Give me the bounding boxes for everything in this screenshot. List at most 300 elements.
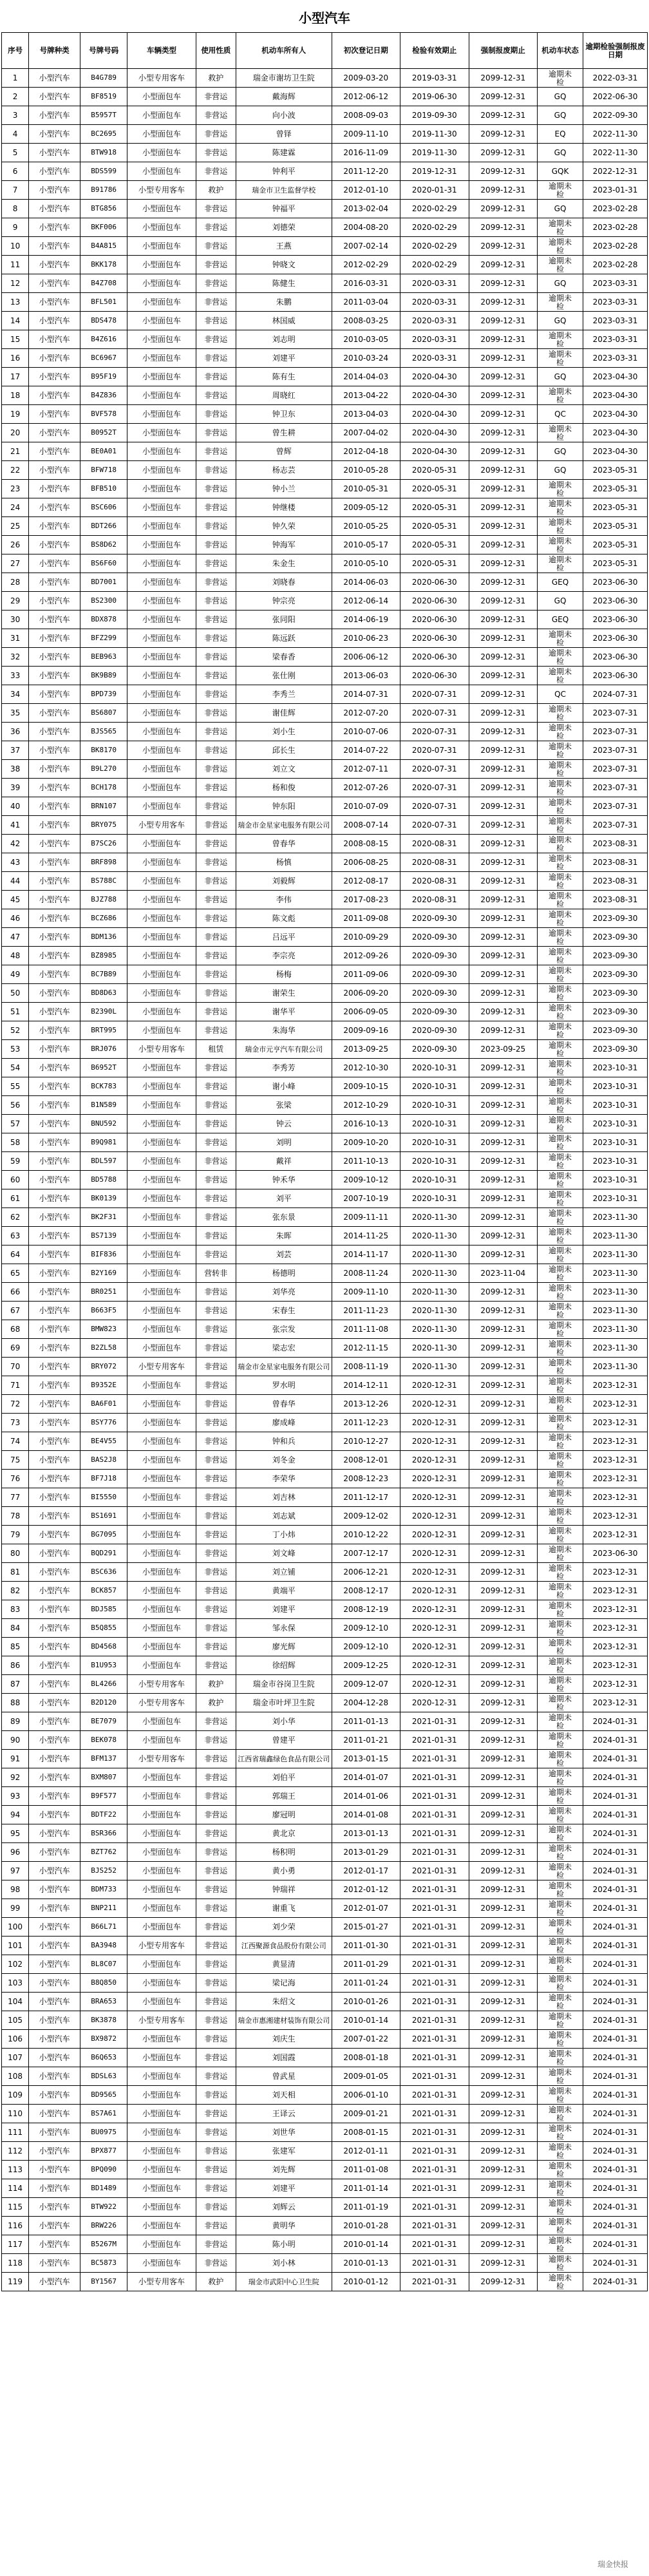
cell-scrap-deadline: 2099-12-31 — [469, 1227, 538, 1245]
cell-status: 逾期未 检 — [538, 909, 583, 928]
cell-overdue-scrap-date: 2023-05-31 — [583, 536, 648, 554]
cell-inspection-expiry: 2020-12-31 — [400, 1638, 469, 1656]
cell-vehicle-type: 小型面包车 — [127, 1993, 196, 2011]
cell-index: 54 — [2, 1059, 29, 1077]
cell-plate-number: BC6967 — [80, 349, 127, 368]
cell-index: 27 — [2, 554, 29, 573]
cell-overdue-scrap-date: 2023-03-31 — [583, 349, 648, 368]
cell-owner: 邱长生 — [236, 741, 332, 760]
cell-index: 6 — [2, 162, 29, 181]
cell-owner: 刘明 — [236, 1133, 332, 1152]
table-row — [2, 106, 648, 125]
cell-owner: 李荣华 — [236, 1470, 332, 1488]
cell-vehicle-type: 小型面包车 — [127, 2067, 196, 2086]
cell-owner: 梁记海 — [236, 1974, 332, 1993]
cell-register-date: 2016-11-09 — [332, 144, 400, 162]
cell-scrap-deadline: 2099-12-31 — [469, 1302, 538, 1320]
cell-plate-type: 小型汽车 — [29, 2217, 80, 2235]
cell-scrap-deadline: 2099-12-31 — [469, 1619, 538, 1638]
cell-index: 47 — [2, 928, 29, 947]
cell-plate-type: 小型汽车 — [29, 368, 80, 386]
cell-owner: 郭瑞王 — [236, 1787, 332, 1806]
cell-register-date: 2010-07-06 — [332, 723, 400, 741]
cell-status: 逾期未 检 — [538, 2273, 583, 2291]
cell-owner: 钟小兰 — [236, 480, 332, 498]
cell-register-date: 2011-01-13 — [332, 1712, 400, 1731]
cell-scrap-deadline: 2099-12-31 — [469, 2105, 538, 2123]
cell-overdue-scrap-date: 2023-07-31 — [583, 760, 648, 779]
cell-index: 115 — [2, 2198, 29, 2217]
cell-index: 3 — [2, 106, 29, 125]
cell-index: 30 — [2, 611, 29, 629]
cell-index: 8 — [2, 200, 29, 218]
cell-scrap-deadline: 2099-12-31 — [469, 1021, 538, 1040]
cell-plate-type: 小型汽车 — [29, 1694, 80, 1712]
cell-owner: 刘立文 — [236, 760, 332, 779]
cell-plate-number: B6Q653 — [80, 2049, 127, 2067]
cell-vehicle-type: 小型面包车 — [127, 162, 196, 181]
cell-plate-type: 小型汽车 — [29, 1171, 80, 1189]
cell-scrap-deadline: 2099-12-31 — [469, 144, 538, 162]
cell-index: 88 — [2, 1694, 29, 1712]
cell-plate-number: BFL501 — [80, 293, 127, 312]
cell-status: 逾期未 检 — [538, 1339, 583, 1358]
cell-index: 10 — [2, 237, 29, 256]
cell-plate-number: BFW718 — [80, 461, 127, 480]
cell-index: 77 — [2, 1488, 29, 1507]
table-row — [2, 1619, 648, 1638]
cell-index: 24 — [2, 498, 29, 517]
cell-plate-type: 小型汽车 — [29, 498, 80, 517]
cell-plate-number: BKK178 — [80, 256, 127, 274]
cell-index: 78 — [2, 1507, 29, 1526]
header-scrap-deadline: 强制报废期止 — [469, 33, 538, 69]
cell-plate-type: 小型汽车 — [29, 424, 80, 442]
cell-usage: 非营运 — [196, 1712, 236, 1731]
cell-index: 45 — [2, 891, 29, 909]
cell-vehicle-type: 小型面包车 — [127, 2217, 196, 2235]
cell-index: 41 — [2, 816, 29, 835]
cell-register-date: 2017-08-23 — [332, 891, 400, 909]
header-index: 序号 — [2, 33, 29, 69]
cell-plate-type: 小型汽车 — [29, 125, 80, 144]
cell-index: 44 — [2, 872, 29, 891]
cell-plate-number: BC2695 — [80, 125, 127, 144]
cell-index: 18 — [2, 386, 29, 405]
cell-inspection-expiry: 2019-09-30 — [400, 106, 469, 125]
cell-scrap-deadline: 2099-12-31 — [469, 1544, 538, 1563]
cell-register-date: 2009-11-11 — [332, 1208, 400, 1227]
cell-index: 26 — [2, 536, 29, 554]
cell-register-date: 2004-08-20 — [332, 218, 400, 237]
cell-overdue-scrap-date: 2023-12-31 — [583, 1432, 648, 1451]
cell-plate-type: 小型汽车 — [29, 592, 80, 611]
cell-index: 91 — [2, 1750, 29, 1768]
cell-vehicle-type: 小型面包车 — [127, 1600, 196, 1619]
cell-scrap-deadline: 2099-12-31 — [469, 1096, 538, 1115]
cell-usage: 非营运 — [196, 1974, 236, 1993]
cell-inspection-expiry: 2021-01-31 — [400, 1712, 469, 1731]
cell-usage: 非营运 — [196, 1731, 236, 1750]
cell-scrap-deadline: 2099-12-31 — [469, 1245, 538, 1264]
cell-index: 49 — [2, 965, 29, 984]
cell-plate-number: BEK078 — [80, 1731, 127, 1750]
cell-overdue-scrap-date: 2023-09-30 — [583, 947, 648, 965]
cell-status: 逾期未 检 — [538, 237, 583, 256]
cell-scrap-deadline: 2099-12-31 — [469, 2067, 538, 2086]
cell-usage: 非营运 — [196, 872, 236, 891]
cell-plate-type: 小型汽车 — [29, 685, 80, 704]
cell-plate-number: BK2F31 — [80, 1208, 127, 1227]
cell-usage: 非营运 — [196, 1937, 236, 1955]
cell-status: 逾期未 检 — [538, 498, 583, 517]
cell-overdue-scrap-date: 2022-12-31 — [583, 162, 648, 181]
cell-status: 逾期未 检 — [538, 1376, 583, 1395]
cell-scrap-deadline: 2099-12-31 — [469, 1059, 538, 1077]
table-row — [2, 218, 648, 237]
cell-overdue-scrap-date: 2023-04-30 — [583, 405, 648, 424]
cell-usage: 非营运 — [196, 1003, 236, 1021]
cell-register-date: 2007-02-14 — [332, 237, 400, 256]
cell-plate-number: BE0A01 — [80, 442, 127, 461]
cell-status: GQ — [538, 200, 583, 218]
cell-plate-number: BQD291 — [80, 1544, 127, 1563]
cell-inspection-expiry: 2021-01-31 — [400, 1768, 469, 1787]
cell-index: 15 — [2, 330, 29, 349]
cell-index: 7 — [2, 181, 29, 200]
cell-owner: 廖光辉 — [236, 1638, 332, 1656]
cell-plate-type: 小型汽车 — [29, 162, 80, 181]
cell-overdue-scrap-date: 2022-11-30 — [583, 125, 648, 144]
cell-inspection-expiry: 2021-01-31 — [400, 2161, 469, 2179]
cell-vehicle-type: 小型面包车 — [127, 760, 196, 779]
cell-inspection-expiry: 2021-01-31 — [400, 2030, 469, 2049]
cell-overdue-scrap-date: 2024-01-31 — [583, 2217, 648, 2235]
table-row — [2, 685, 648, 704]
cell-plate-number: BRA653 — [80, 1993, 127, 2011]
table-row — [2, 1264, 648, 1283]
cell-plate-type: 小型汽车 — [29, 1750, 80, 1768]
cell-register-date: 2010-05-17 — [332, 536, 400, 554]
cell-usage: 非营运 — [196, 1227, 236, 1245]
cell-vehicle-type: 小型面包车 — [127, 965, 196, 984]
cell-usage: 非营运 — [196, 1750, 236, 1768]
cell-plate-number: BMW823 — [80, 1320, 127, 1339]
cell-vehicle-type: 小型面包车 — [127, 2161, 196, 2179]
cell-inspection-expiry: 2021-01-31 — [400, 1993, 469, 2011]
cell-overdue-scrap-date: 2024-01-31 — [583, 1768, 648, 1787]
cell-owner: 王燕 — [236, 237, 332, 256]
cell-plate-number: BDM136 — [80, 928, 127, 947]
cell-plate-number: BK0139 — [80, 1189, 127, 1208]
table-row — [2, 2235, 648, 2254]
cell-plate-type: 小型汽车 — [29, 1470, 80, 1488]
cell-index: 59 — [2, 1152, 29, 1171]
cell-owner: 张建军 — [236, 2142, 332, 2161]
cell-usage: 非营运 — [196, 106, 236, 125]
cell-scrap-deadline: 2099-12-31 — [469, 685, 538, 704]
cell-register-date: 2012-06-14 — [332, 592, 400, 611]
cell-status: 逾期未 检 — [538, 797, 583, 816]
cell-status: 逾期未 检 — [538, 667, 583, 685]
cell-overdue-scrap-date: 2024-01-31 — [583, 2067, 648, 2086]
cell-owner: 杨和俊 — [236, 779, 332, 797]
cell-status: 逾期未 检 — [538, 386, 583, 405]
cell-plate-type: 小型汽车 — [29, 779, 80, 797]
cell-vehicle-type: 小型面包车 — [127, 685, 196, 704]
cell-index: 110 — [2, 2105, 29, 2123]
cell-owner: 朱海华 — [236, 1021, 332, 1040]
cell-vehicle-type: 小型专用客车 — [127, 1694, 196, 1712]
cell-vehicle-type: 小型面包车 — [127, 1395, 196, 1414]
table-row — [2, 1526, 648, 1544]
cell-owner: 瑞金市金星家电服务有限公司 — [236, 816, 332, 835]
cell-usage: 非营运 — [196, 1638, 236, 1656]
cell-index: 34 — [2, 685, 29, 704]
cell-register-date: 2014-06-03 — [332, 573, 400, 592]
table-row — [2, 181, 648, 200]
cell-owner: 杨慎 — [236, 853, 332, 872]
cell-scrap-deadline: 2099-12-31 — [469, 1339, 538, 1358]
cell-index: 57 — [2, 1115, 29, 1133]
table-row — [2, 1003, 648, 1021]
cell-owner: 廖成峰 — [236, 1414, 332, 1432]
cell-register-date: 2008-08-15 — [332, 835, 400, 853]
table-row — [2, 853, 648, 872]
cell-inspection-expiry: 2020-07-31 — [400, 779, 469, 797]
cell-plate-number: B9352E — [80, 1376, 127, 1395]
cell-index: 102 — [2, 1955, 29, 1974]
cell-owner: 曾铎 — [236, 125, 332, 144]
cell-plate-number: BJZ788 — [80, 891, 127, 909]
table-row — [2, 984, 648, 1003]
cell-status: 逾期未 检 — [538, 1694, 583, 1712]
cell-overdue-scrap-date: 2023-12-31 — [583, 1656, 648, 1675]
cell-register-date: 2006-09-20 — [332, 984, 400, 1003]
cell-plate-type: 小型汽车 — [29, 2011, 80, 2030]
cell-vehicle-type: 小型面包车 — [127, 1189, 196, 1208]
cell-owner: 杨积明 — [236, 1843, 332, 1862]
cell-overdue-scrap-date: 2023-12-31 — [583, 1582, 648, 1600]
cell-plate-number: BRJ076 — [80, 1040, 127, 1059]
cell-index: 60 — [2, 1171, 29, 1189]
cell-scrap-deadline: 2099-12-31 — [469, 1414, 538, 1432]
cell-overdue-scrap-date: 2023-04-30 — [583, 442, 648, 461]
cell-inspection-expiry: 2020-06-30 — [400, 573, 469, 592]
cell-index: 82 — [2, 1582, 29, 1600]
cell-plate-type: 小型汽车 — [29, 1806, 80, 1824]
header-row — [2, 33, 648, 69]
cell-plate-type: 小型汽车 — [29, 1563, 80, 1582]
cell-plate-number: BSC606 — [80, 498, 127, 517]
cell-overdue-scrap-date: 2023-12-31 — [583, 1638, 648, 1656]
cell-usage: 非营运 — [196, 797, 236, 816]
table-row — [2, 1470, 648, 1488]
cell-plate-number: BTW918 — [80, 144, 127, 162]
cell-scrap-deadline: 2099-12-31 — [469, 1937, 538, 1955]
cell-owner: 朱绍文 — [236, 1993, 332, 2011]
cell-plate-number: BDL597 — [80, 1152, 127, 1171]
cell-overdue-scrap-date: 2024-01-31 — [583, 1731, 648, 1750]
cell-owner: 邹永保 — [236, 1619, 332, 1638]
cell-owner: 张同阳 — [236, 611, 332, 629]
cell-owner: 梁志宏 — [236, 1339, 332, 1358]
cell-index: 51 — [2, 1003, 29, 1021]
cell-register-date: 2008-11-24 — [332, 1264, 400, 1283]
table-row — [2, 1152, 648, 1171]
cell-owner: 瑞金市元亨汽车有限公司 — [236, 1040, 332, 1059]
cell-vehicle-type: 小型面包车 — [127, 368, 196, 386]
table-row — [2, 2086, 648, 2105]
cell-plate-type: 小型汽车 — [29, 1021, 80, 1040]
cell-status: 逾期未 检 — [538, 2011, 583, 2030]
cell-inspection-expiry: 2019-03-31 — [400, 69, 469, 88]
cell-plate-type: 小型汽车 — [29, 1526, 80, 1544]
cell-status: 逾期未 检 — [538, 835, 583, 853]
cell-status: 逾期未 检 — [538, 1302, 583, 1320]
table-row — [2, 1376, 648, 1395]
cell-register-date: 2009-05-12 — [332, 498, 400, 517]
cell-overdue-scrap-date: 2023-12-31 — [583, 1488, 648, 1507]
cell-plate-type: 小型汽车 — [29, 1544, 80, 1563]
cell-plate-number: BDS478 — [80, 312, 127, 330]
table-row — [2, 648, 648, 667]
table-row — [2, 274, 648, 293]
cell-register-date: 2009-01-05 — [332, 2067, 400, 2086]
cell-status: GQK — [538, 162, 583, 181]
cell-plate-number: BSC636 — [80, 1563, 127, 1582]
cell-scrap-deadline: 2099-12-31 — [469, 891, 538, 909]
cell-index: 101 — [2, 1937, 29, 1955]
cell-owner: 廖冠明 — [236, 1806, 332, 1824]
cell-status: 逾期未 检 — [538, 480, 583, 498]
cell-overdue-scrap-date: 2023-06-30 — [583, 573, 648, 592]
cell-index: 38 — [2, 760, 29, 779]
cell-index: 63 — [2, 1227, 29, 1245]
cell-status: 逾期未 检 — [538, 1880, 583, 1899]
cell-overdue-scrap-date: 2024-01-31 — [583, 2123, 648, 2142]
cell-inspection-expiry: 2020-09-30 — [400, 1021, 469, 1040]
table-row — [2, 554, 648, 573]
cell-plate-type: 小型汽车 — [29, 274, 80, 293]
cell-status: 逾期未 检 — [538, 2217, 583, 2235]
cell-inspection-expiry: 2020-11-30 — [400, 1358, 469, 1376]
cell-usage: 非营运 — [196, 1189, 236, 1208]
cell-scrap-deadline: 2099-12-31 — [469, 1600, 538, 1619]
cell-overdue-scrap-date: 2023-09-30 — [583, 1040, 648, 1059]
cell-owner: 钟久荣 — [236, 517, 332, 536]
header-vehicle-type: 车辆类型 — [127, 33, 196, 69]
cell-inspection-expiry: 2020-12-31 — [400, 1432, 469, 1451]
cell-plate-type: 小型汽车 — [29, 1824, 80, 1843]
cell-plate-type: 小型汽车 — [29, 928, 80, 947]
cell-vehicle-type: 小型面包车 — [127, 1302, 196, 1320]
cell-register-date: 2006-09-05 — [332, 1003, 400, 1021]
cell-owner: 刘平 — [236, 1189, 332, 1208]
cell-register-date: 2008-11-19 — [332, 1358, 400, 1376]
table-row — [2, 2217, 648, 2235]
cell-scrap-deadline: 2099-12-31 — [469, 218, 538, 237]
cell-overdue-scrap-date: 2023-08-31 — [583, 835, 648, 853]
table-row — [2, 1600, 648, 1619]
cell-plate-type: 小型汽车 — [29, 554, 80, 573]
cell-vehicle-type: 小型面包车 — [127, 200, 196, 218]
cell-plate-number: BD1489 — [80, 2179, 127, 2198]
cell-plate-type: 小型汽车 — [29, 984, 80, 1003]
cell-index: 89 — [2, 1712, 29, 1731]
table-row — [2, 1955, 648, 1974]
cell-vehicle-type: 小型面包车 — [127, 853, 196, 872]
cell-status: GQ — [538, 106, 583, 125]
cell-plate-type: 小型汽车 — [29, 1395, 80, 1414]
cell-owner: 钟瑞祥 — [236, 1880, 332, 1899]
cell-vehicle-type: 小型面包车 — [127, 442, 196, 461]
cell-scrap-deadline: 2099-12-31 — [469, 1208, 538, 1227]
cell-usage: 非营运 — [196, 2217, 236, 2235]
cell-scrap-deadline: 2099-12-31 — [469, 69, 538, 88]
cell-plate-number: BD9565 — [80, 2086, 127, 2105]
cell-plate-number: BL8C07 — [80, 1955, 127, 1974]
cell-usage: 非营运 — [196, 1824, 236, 1843]
cell-register-date: 2008-09-03 — [332, 106, 400, 125]
cell-scrap-deadline: 2099-12-31 — [469, 872, 538, 891]
cell-index: 28 — [2, 573, 29, 592]
cell-plate-number: BF7J18 — [80, 1470, 127, 1488]
cell-owner: 刘晓春 — [236, 573, 332, 592]
cell-owner: 瑞金市金星家电服务有限公司 — [236, 1358, 332, 1376]
table-row — [2, 386, 648, 405]
cell-vehicle-type: 小型专用客车 — [127, 181, 196, 200]
cell-status: 逾期未 检 — [538, 1059, 583, 1077]
cell-vehicle-type: 小型面包车 — [127, 947, 196, 965]
cell-status: 逾期未 检 — [538, 2049, 583, 2067]
cell-plate-number: BI5550 — [80, 1488, 127, 1507]
cell-owner: 杨志芸 — [236, 461, 332, 480]
cell-inspection-expiry: 2020-07-31 — [400, 760, 469, 779]
cell-index: 50 — [2, 984, 29, 1003]
cell-scrap-deadline: 2099-12-31 — [469, 1918, 538, 1937]
cell-inspection-expiry: 2020-04-30 — [400, 368, 469, 386]
cell-owner: 向小波 — [236, 106, 332, 125]
cell-plate-number: BC7B89 — [80, 965, 127, 984]
table-row — [2, 1414, 648, 1432]
cell-vehicle-type: 小型面包车 — [127, 1077, 196, 1096]
cell-plate-type: 小型汽车 — [29, 2254, 80, 2273]
cell-vehicle-type: 小型面包车 — [127, 106, 196, 125]
cell-overdue-scrap-date: 2024-07-31 — [583, 685, 648, 704]
cell-vehicle-type: 小型面包车 — [127, 330, 196, 349]
cell-register-date: 2012-01-07 — [332, 1899, 400, 1918]
cell-plate-type: 小型汽车 — [29, 536, 80, 554]
cell-register-date: 2014-01-07 — [332, 1768, 400, 1787]
cell-inspection-expiry: 2020-09-30 — [400, 928, 469, 947]
cell-overdue-scrap-date: 2023-12-31 — [583, 1526, 648, 1544]
cell-overdue-scrap-date: 2022-06-30 — [583, 88, 648, 106]
cell-plate-number: BRF898 — [80, 853, 127, 872]
cell-register-date: 2010-01-28 — [332, 2217, 400, 2235]
cell-usage: 非营运 — [196, 125, 236, 144]
cell-register-date: 2012-01-10 — [332, 181, 400, 200]
cell-plate-number: BD5788 — [80, 1171, 127, 1189]
cell-status: 逾期未 检 — [538, 1096, 583, 1115]
cell-scrap-deadline: 2099-12-31 — [469, 2254, 538, 2273]
cell-index: 39 — [2, 779, 29, 797]
cell-scrap-deadline: 2099-12-31 — [469, 1488, 538, 1507]
cell-overdue-scrap-date: 2023-12-31 — [583, 1563, 648, 1582]
cell-register-date: 2010-01-12 — [332, 2273, 400, 2291]
cell-inspection-expiry: 2019-11-30 — [400, 125, 469, 144]
cell-owner: 钟福平 — [236, 200, 332, 218]
